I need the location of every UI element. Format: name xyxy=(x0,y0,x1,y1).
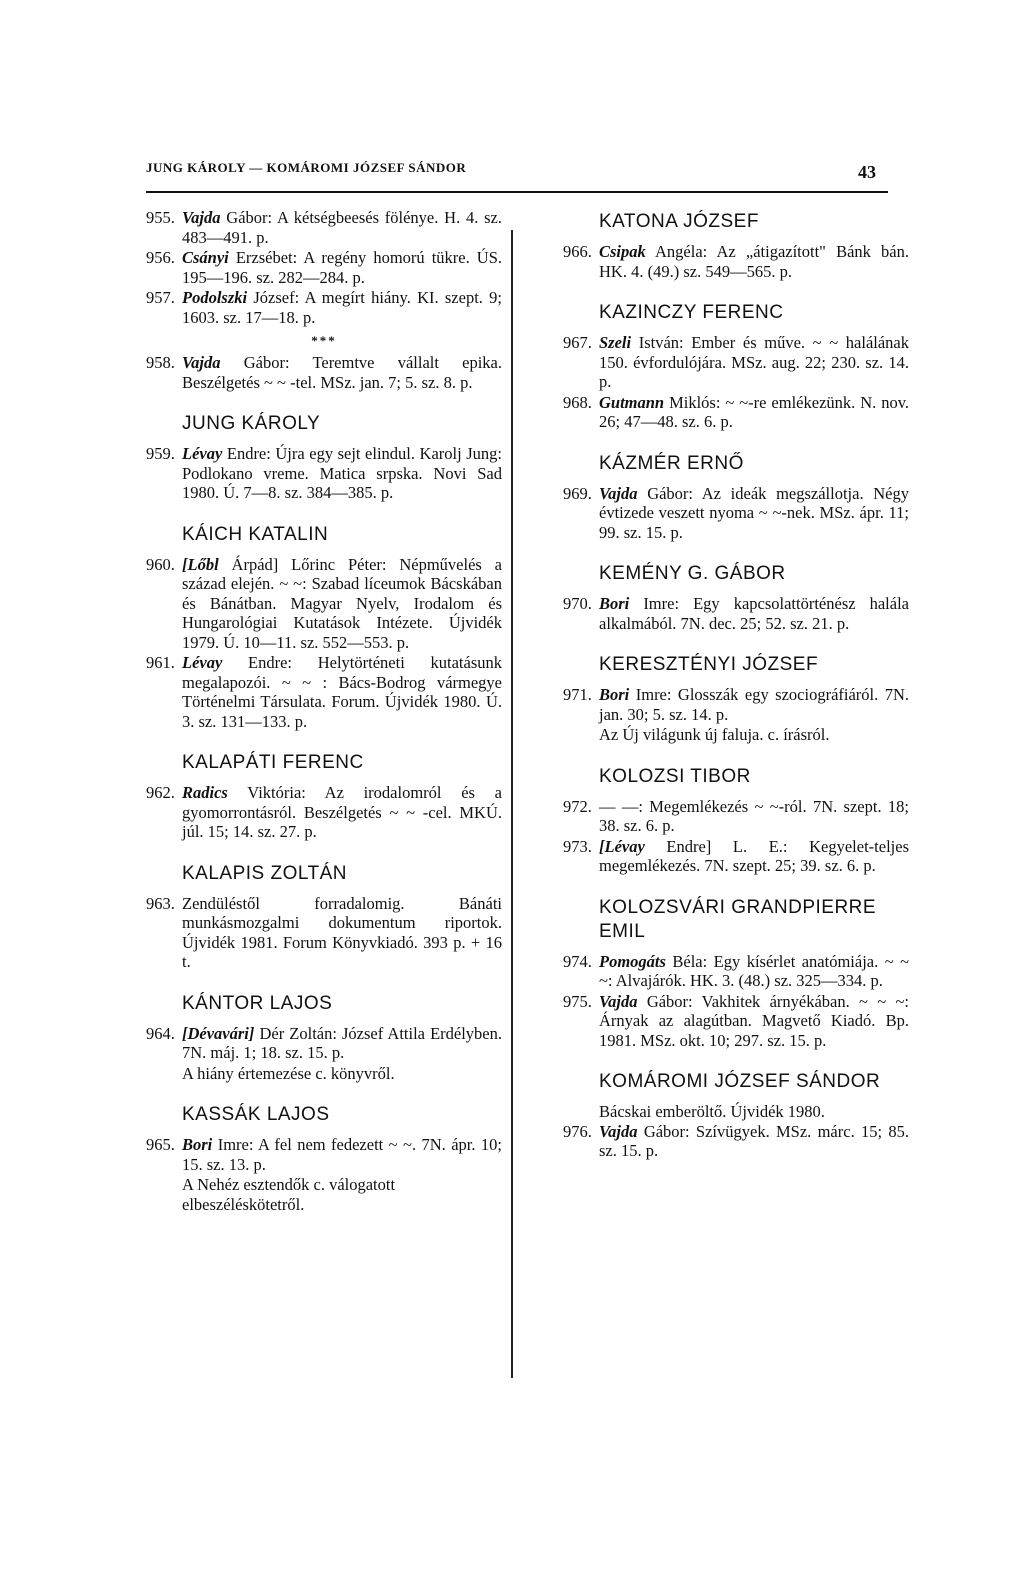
entry-author: Pomogáts xyxy=(599,951,666,971)
section-heading: KEMÉNY G. GÁBOR xyxy=(599,563,786,584)
entry-note: A Nehéz esztendők c. válogatott elbeszéléskötetről. xyxy=(182,1175,396,1214)
entry-author: Lévay xyxy=(182,444,223,463)
entry-number: 976. xyxy=(563,1121,592,1141)
entry-958 xyxy=(146,353,502,392)
entry-number: 968. xyxy=(563,392,592,412)
section-separator: *** xyxy=(311,333,337,348)
entry-number: 970. xyxy=(563,594,592,613)
entry-author: Podolszki xyxy=(182,288,248,307)
entry-author: Csipak xyxy=(599,242,646,261)
entry-968 xyxy=(563,393,909,432)
entry-author: Vajda xyxy=(599,991,638,1011)
entry-number: 974. xyxy=(563,951,592,971)
entry-author: Bori xyxy=(599,685,630,704)
entry-962 xyxy=(146,783,502,842)
entry-text: Gábor: Szívügyek. MSz. márc. 15; 85. sz. 15. p. xyxy=(599,1121,909,1160)
entry-text: Béla: Egy kísérlet anatómiája. ~ ~ ~: Alvajárók. HK. 3. (48.) sz. 325—334. p. xyxy=(599,951,910,990)
entry-number: 958. xyxy=(146,353,175,372)
entry-number: 964. xyxy=(146,1023,175,1043)
section-heading: JUNG KÁROLY xyxy=(182,413,321,434)
section-heading: KÁNTOR LAJOS xyxy=(182,992,333,1014)
entry-text: Imre: Egy kapcsolattörténész halála alkalmából. 7N. dec. 25; 52. sz. 21. p. xyxy=(599,594,909,633)
entry-text: Árpád] Lőrinc Péter: Népművelés a század elején. ~ ~: Szabad líceumok Bácskában és Bánátban. Magyar Nyelv, Irodalom és Hungarológiai Kutatások Intézete. Újvidék 1979. Ú. 10—11. sz. 552—553. p. xyxy=(182,554,503,652)
entry-number: 971. xyxy=(563,685,592,704)
entry-number: 959. xyxy=(146,444,175,463)
entry-number: 956. xyxy=(146,248,175,267)
entry-author: Vajda xyxy=(599,483,638,503)
entry-text: István: Ember és műve. ~ ~ halálának 150. évfordulójára. MSz. aug. 22; 230. sz. 14. p. xyxy=(599,333,910,391)
entry-961 xyxy=(146,653,502,731)
entry-963 xyxy=(146,894,502,972)
entry-text: Miklós: ~ ~-re emlékezünk. N. nov. 26; 47—48. sz. 6. p. xyxy=(599,392,909,431)
section-heading: KOMÁROMI JÓZSEF SÁNDOR xyxy=(599,1071,881,1092)
left-column xyxy=(146,208,502,1214)
column-divider xyxy=(511,230,513,1378)
entry-text: — —: Megemlékezés ~ ~-ról. 7N. szept. 18; 38. sz. 6. p. xyxy=(599,796,909,835)
entry-number: 960. xyxy=(146,554,175,574)
entry-note: Az Új világunk új faluja. c. írásról. xyxy=(599,725,830,744)
entry-970 xyxy=(563,594,909,633)
entry-author: Bori xyxy=(182,1135,213,1154)
entry-number: 962. xyxy=(146,783,175,802)
entry-author: Vajda xyxy=(599,1121,638,1141)
entry-author: Vajda xyxy=(182,353,221,372)
section-heading: KALAPÁTI FERENC xyxy=(182,752,364,773)
entry-959 xyxy=(146,444,502,503)
entry-text: Gábor: A kétségbeesés fölénye. H. 4. sz. 483—491. p. xyxy=(182,208,502,247)
entry-author: Bori xyxy=(599,594,630,613)
entry-text: Imre: Glosszák egy szociográfiáról. 7N. jan. 30; 5. sz. 14. p. xyxy=(599,685,909,724)
entry-960 xyxy=(146,555,502,653)
entry-972 xyxy=(563,797,909,836)
entry-text: József: A megírt hiány. KI. szept. 9; 1603. sz. 17—18. p. xyxy=(182,288,503,327)
entry-number: 961. xyxy=(146,653,175,672)
entry-971 xyxy=(563,685,909,724)
entry-964 xyxy=(146,1024,502,1063)
header-rule xyxy=(146,191,888,193)
entry-text: Endre: Újra egy sejt elindul. Karolj Jung: Podlokano vreme. Matica srpska. Novi Sad 1980. Ú. 7—8. sz. 384—385. p. xyxy=(182,444,502,502)
entry-975 xyxy=(563,992,909,1051)
entry-969 xyxy=(563,484,909,543)
entry-author: Szeli xyxy=(599,333,632,352)
section-heading: KÁICH KATALIN xyxy=(182,523,329,545)
entry-974 xyxy=(563,952,909,991)
entry-number: 963. xyxy=(146,893,175,913)
entry-976 xyxy=(563,1122,909,1161)
entry-number: 969. xyxy=(563,483,592,503)
section-heading: KOLOZSI TIBOR xyxy=(599,765,751,787)
entry-number: 955. xyxy=(146,208,175,227)
section-heading: KÁZMÉR ERNŐ xyxy=(599,452,744,474)
entry-text: Gábor: Teremtve vállalt epika. Beszélgetés ~ ~ -tel. MSz. jan. 7; 5. sz. 8. p. xyxy=(182,353,502,392)
entry-text: Gábor: Vakhitek árnyékában. ~ ~ ~: Árnyak az alagútban. Magvető Kiadó. Bp. 1981. MSz. okt. 10; 297. sz. 15. p. xyxy=(599,991,909,1050)
entry-author: [Lőbl xyxy=(182,554,219,574)
entry-number: 972. xyxy=(563,796,592,816)
entry-author: Radics xyxy=(182,783,228,802)
entry-text: Viktória: Az irodalomról és a gyomorrontásról. Beszélgetés ~ ~ -cel. MKÚ. júl. 15; 14. sz. 27. p. xyxy=(182,783,502,841)
entry-973 xyxy=(563,837,909,876)
entry-note: A hiány értemezése c. könyvről. xyxy=(182,1063,395,1083)
entry-956 xyxy=(146,248,502,287)
page-number: 43 xyxy=(858,162,876,182)
running-header: JUNG KÁROLY — KOMÁROMI JÓZSEF SÁNDOR xyxy=(146,160,467,175)
section-heading: KASSÁK LAJOS xyxy=(182,1104,330,1125)
entry-text: Dér Zoltán: József Attila Erdélyben. 7N. máj. 1; 18. sz. 15. p. xyxy=(182,1023,502,1062)
entry-number: 973. xyxy=(563,836,592,856)
entry-965 xyxy=(146,1135,502,1174)
entry-author: [Dévavári] xyxy=(182,1023,255,1043)
entry-966 xyxy=(563,242,909,281)
entry-text: Zendüléstől forradalomig. Bánáti munkásmozgalmi dokumentum riportok. Újvidék 1981. Forum Könyvkiadó. 393 p. + 16 t. xyxy=(182,893,502,971)
entry-note: Bácskai emberöltő. Újvidék 1980. xyxy=(599,1102,825,1121)
section-heading: KAZINCZY FERENC xyxy=(599,302,784,323)
entry-author: Gutmann xyxy=(599,392,665,412)
entry-text: Angéla: Az „átigazított" Bánk bán. HK. 4. (49.) sz. 549—565. p. xyxy=(599,242,910,281)
section-heading: KERESZTÉNYI JÓZSEF xyxy=(599,654,819,675)
entry-number: 966. xyxy=(563,242,592,261)
entry-author: Vajda xyxy=(182,208,221,227)
entry-text: Gábor: Az ideák megszállotja. Négy évtizede veszett nyoma ~ ~-nek. MSz. ápr. 11; 99. sz. 15. p. xyxy=(599,483,909,542)
entry-text: Endre: Helytörténeti kutatásunk megalapozói. ~ ~ : Bács-Bodrog vármegye Történelmi Társulata. Forum. Újvidék 1980. Ú. 3. sz. 131—133. p. xyxy=(182,653,502,731)
right-column xyxy=(563,208,909,1162)
entry-text: Endre] L. E.: Kegyelet-teljes megemlékezés. 7N. szept. 25; 39. sz. 6. p. xyxy=(599,836,909,875)
entry-author: Csányi xyxy=(182,248,229,267)
entry-number: 975. xyxy=(563,991,592,1011)
entry-author: Lévay xyxy=(182,653,223,672)
entry-text: Erzsébet: A regény homorú tükre. ÚS. 195—196. sz. 282—284. p. xyxy=(182,248,502,287)
entry-955 xyxy=(146,208,502,247)
entry-number: 967. xyxy=(563,333,592,352)
section-heading: KATONA JÓZSEF xyxy=(599,211,759,232)
entry-author: [Lévay xyxy=(599,836,645,856)
section-heading: KOLOZSVÁRI GRANDPIERRE EMIL xyxy=(599,896,877,942)
entry-967 xyxy=(563,333,909,392)
entry-957 xyxy=(146,288,502,327)
entry-number: 965. xyxy=(146,1135,175,1154)
entry-text: Imre: A fel nem fedezett ~ ~. 7N. ápr. 10; 15. sz. 13. p. xyxy=(182,1135,503,1174)
section-heading: KALAPIS ZOLTÁN xyxy=(182,862,348,884)
entry-number: 957. xyxy=(146,288,175,307)
